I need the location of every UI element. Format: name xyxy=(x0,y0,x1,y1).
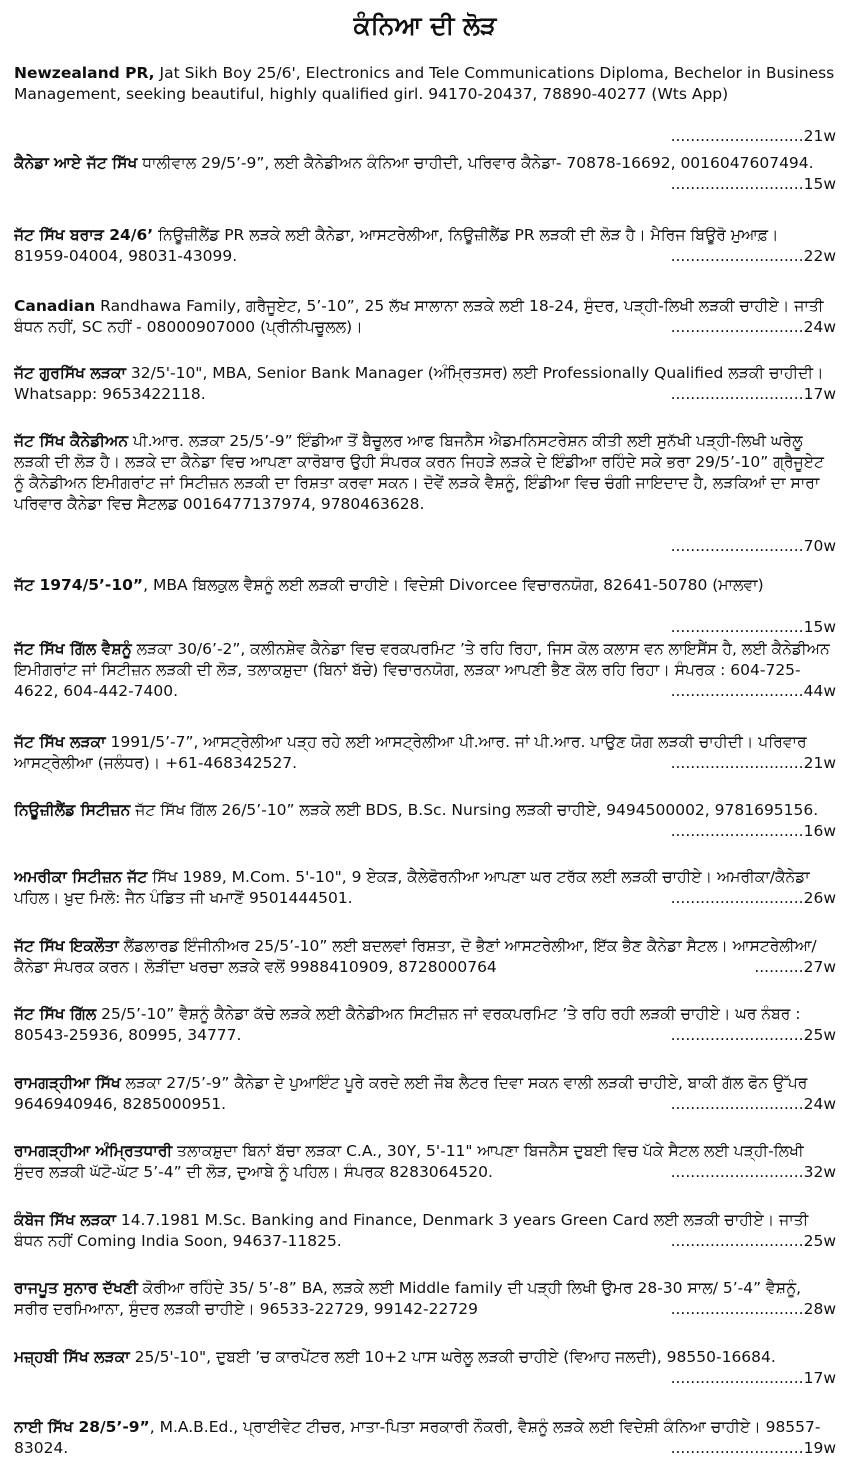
ad-lead: ਅਮਰੀਕਾ ਸਿਟੀਜ਼ਨ ਜੱਟ xyxy=(14,868,148,886)
ad-entry xyxy=(14,153,836,195)
ad-code: ...........................28w xyxy=(665,1299,836,1320)
ad-body: 1991/5’-7”, ਆਸਟ੍ਰੇਲੀਆ ਪੜ੍ਹ ਰਹੇ ਲਈ ਆਸਟ੍ਰੇਲੀਆ ਪੀ.ਆਰ. ਜਾਂ ਪੀ.ਆਰ. ਪਾਉਣ ਯੋਗ ਲੜਕੀ ਚਾਹੀਦੀ। ਪਰਿਵਾਰ ਆਸਟ੍ਰੇਲੀਆ (ਜਲੰਧਰ)। +61-468342527. xyxy=(14,733,807,772)
ad-body: 25/5’-10” ਵੈਸ਼ਨੂੰ ਕੈਨੇਡਾ ਕੱਚੇ ਲੜਕੇ ਲਈ ਕੈਨੇਡੀਅਨ ਸਿਟੀਜ਼ਨ ਜਾਂ ਵਰਕਪਰਮਿਟ ’ਤੇ ਰਹਿ ਰਹੀ ਲੜਕੀ ਚਾਹੀਏ। ਘਰ ਨੰਬਰ : 80543-25936, 80995, 34777. xyxy=(14,1005,801,1044)
ad-entry xyxy=(14,1210,836,1252)
ad-code: ...........................17w xyxy=(665,1368,836,1389)
ad-code: ..........27w xyxy=(748,957,836,978)
ad-lead: ਮਜ਼੍ਹਬੀ ਸਿੱਖ ਲੜਕਾ xyxy=(14,1348,130,1366)
ad-lead: ਰਾਮਗੜ੍ਹੀਆ ਸਿੱਖ xyxy=(14,1074,121,1092)
ad-body: ਲੈਂਡਲਾਰਡ ਇੰਜੀਨੀਅਰ 25/5’-10” ਲਈ ਬਦਲਵਾਂ ਰਿਸ਼ਤਾ, ਦੋ ਭੈਣਾਂ ਆਸਟਰੇਲੀਆ, ਇੱਕ ਭੈਣ ਕੈਨੇਡਾ ਸੈਟਲ। ਆਸਟਰੇਲੀਆ/ਕੈਨੇਡਾ ਸੰਪਰਕ ਕਰਨ। ਲੋੜੀਂਦਾ ਖਰਚਾ ਲੜਕੇ ਵਲੋਂ 9988410909, 8728000764 xyxy=(14,937,817,976)
ad-body: 14.7.1981 M.Sc. Banking and Finance, Denmark 3 years Green Card ਲਈ ਲੜਕੀ ਚਾਹੀਏ। ਜਾਤੀ ਬੰਧਨ ਨਹੀਂ Coming India Soon, 94637-11825. xyxy=(14,1211,809,1250)
ad-lead: Canadian xyxy=(14,297,96,315)
ad-entry xyxy=(14,800,836,842)
ad-code: ...........................70w xyxy=(665,536,836,557)
ad-lead: ਜੱਟ ਸਿੱਖ ਬਰਾੜ 24/6’ xyxy=(14,226,154,244)
ad-body: 25/5'-10", ਦੁਬਈ ’ਚ ਕਾਰਪੇਂਟਰ ਲਈ 10+2 ਪਾਸ ਘਰੇਲੂ ਲੜਕੀ ਚਾਹੀਏ (ਵਿਆਹ ਜਲਦੀ), 98550-16684. xyxy=(129,1348,776,1366)
ad-entry xyxy=(14,296,836,338)
ad-code: ...........................24w xyxy=(665,317,836,338)
ad-lead: ਜੱਟ ਸਿੱਖ ਲੜਕਾ xyxy=(14,733,106,751)
ad-body: ਲੜਕਾ 27/5’-9” ਕੈਨੇਡਾ ਦੇ ਪੁਆਇੰਟ ਪੂਰੇ ਕਰਦੇ ਲਈ ਜੌਬ ਲੈਟਰ ਦਿਵਾ ਸਕਨ ਵਾਲੀ ਲੜਕੀ ਚਾਹੀਏ, ਬਾਕੀ ਗੱਲ ਫੋਨ ਉੱਪਰ 9646940946, 8285000951. xyxy=(14,1074,808,1113)
ad-code: ...........................22w xyxy=(665,246,836,267)
ad-lead: ਜੱਟ ਸਿੱਖ ਗਿੱਲ xyxy=(14,1005,97,1023)
ad-body: 32/5'-10", MBA, Senior Bank Manager (ਅੰਮ੍ਰਿਤਸਰ) ਲਈ Professionally Qualified ਲੜਕੀ ਚਾਹੀਦੀ। Whatsapp: 9653422118. xyxy=(14,364,824,403)
ad-body: ਨਿਊਜ਼ੀਲੈਂਡ PR ਲੜਕੇ ਲਈ ਕੈਨੇਡਾ, ਆਸਟਰੇਲੀਆ, ਨਿਊਜ਼ੀਲੈਂਡ PR ਲੜਕੀ ਦੀ ਲੋੜ ਹੈ। ਮੈਰਿਜ ਬਿਊਰੋ ਮੁਆਫ਼। 81959-04004, 98031-43099. xyxy=(14,226,779,265)
ad-code: ...........................24w xyxy=(665,1094,836,1115)
ad-code: ...........................21w xyxy=(665,753,836,774)
ad-entry xyxy=(14,1073,836,1115)
ad-lead: ਰਾਜਪੂਤ ਸੁਨਾਰ ਦੱਖਣੀ xyxy=(14,1279,138,1297)
ad-entry xyxy=(14,363,836,405)
ad-entry xyxy=(14,639,836,702)
ad-body: Jat Sikh Boy 25/6', Electronics and Tele Communications Diploma, Bechelor in Business Management, seeking beautiful, highly qualified girl. 94170-20437, 78890-40277 (Wts App) xyxy=(14,64,835,103)
ad-code: ...........................44w xyxy=(665,681,836,702)
ad-lead: ਕੰਬੋਜ ਸਿੱਖ ਲੜਕਾ xyxy=(14,1211,116,1229)
page-title: ਕੰਨਿਆ ਦੀ ਲੋੜ xyxy=(353,11,497,40)
ad-lead: ਜੱਟ 1974/5’-10” xyxy=(14,576,144,594)
ad-code: ...........................15w xyxy=(665,174,836,195)
ad-code: ...........................15w xyxy=(665,617,836,638)
ad-body: , M.A.B.Ed., ਪ੍ਰਾਈਵੇਟ ਟੀਚਰ, ਮਾਤਾ-ਪਿਤਾ ਸਰਕਾਰੀ ਨੌਕਰੀ, ਵੈਸ਼ਨੂੰ ਲੜਕੇ ਲਈ ਵਿਦੇਸ਼ੀ ਕੰਨਿਆ ਚਾਹੀਏ। 98557-83024. xyxy=(14,1418,821,1457)
ad-lead: Newzealand PR, xyxy=(14,64,155,82)
ad-code: ...........................21w xyxy=(665,126,836,147)
ad-code: ...........................19w xyxy=(665,1438,836,1459)
ad-lead: ਕੈਨੇਡਾ ਆਏ ਜੱਟ ਸਿੱਖ xyxy=(14,154,138,172)
ad-code: ...........................17w xyxy=(665,384,836,405)
ad-lead: ਜੱਟ ਸਿੱਖ ਗਿੱਲ ਵੈਸ਼ਨੂੰ xyxy=(14,640,132,658)
ad-entry xyxy=(14,1347,836,1389)
ad-lead: ਜੱਟ ਸਿੱਖ ਕੈਨੇਡੀਅਨ xyxy=(14,432,129,450)
ad-code: ...........................25w xyxy=(665,1231,836,1252)
ad-entry xyxy=(14,867,836,909)
ad-code: ...........................32w xyxy=(665,1162,836,1183)
ad-body: ਕੋਰੀਆ ਰਹਿੰਦੇ 35/ 5’-8” BA, ਲੜਕੇ ਲਈ Middle family ਦੀ ਪੜ੍ਹੀ ਲਿਖੀ ਉਮਰ 28-30 ਸਾਲ/ 5’-4” ਵੈਸ਼ਨੂੰ, ਸਰੀਰ ਦਰਮਿਆਨਾ, ਸੁੰਦਰ ਲੜਕੀ ਚਾਹੀਏ। 96533-22729, 99142-22729 xyxy=(14,1279,802,1318)
ad-body: ਸਿੱਖ 1989, M.Com. 5'-10", 9 ਏਕੜ, ਕੈਲੇਫੋਰਨੀਆ ਆਪਣਾ ਘਰ ਟਰੱਕ ਲਈ ਲੜਕੀ ਚਾਹੀਏ। ਅਮਰੀਕਾ/ਕੈਨੇਡਾ ਪਹਿਲ। ਖ਼ੁਦ ਮਿਲੋ: ਜੈਨ ਪੰਡਿਤ ਜੀ ਖਮਾਣੋਂ 9501444501. xyxy=(14,868,810,907)
ad-entry xyxy=(14,732,836,774)
ad-body: , MBA ਬਿਲਕੁਲ ਵੈਸ਼ਨੂੰ ਲਈ ਲੜਕੀ ਚਾਹੀਏ। ਵਿਦੇਸ਼ੀ Divorcee ਵਿਚਾਰਨਯੋਗ, 82641-50780 (ਮਾਲਵਾ) xyxy=(143,576,764,594)
ad-body: ਤਲਾਕਸ਼ੁਦਾ ਬਿਨਾਂ ਬੱਚਾ ਲੜਕਾ C.A., 30Y, 5'-11" ਆਪਣਾ ਬਿਜਨੈਸ ਦੁਬਈ ਵਿਚ ਪੱਕੇ ਸੈਟਲ ਲਈ ਪੜ੍ਹੀ-ਲਿਖੀ ਸੁੰਦਰ ਲੜਕੀ ਘੱਟੋ-ਘੱਟ 5’-4” ਦੀ ਲੋੜ, ਦੁਆਬੇ ਨੂੰ ਪਹਿਲ। ਸੰਪਰਕ 8283064520. xyxy=(14,1142,804,1181)
ad-lead: ਜੱਟ ਗੁਰਸਿੱਖ ਲੜਕਾ xyxy=(14,364,126,382)
ad-body: ਪੀ.ਆਰ. ਲੜਕਾ 25/5’-9” ਇੰਡੀਆ ਤੋਂ ਬੈਚੂਲਰ ਆਫ ਬਿਜਨੈਸ ਐਡਮਨਿਸਟਰੇਸ਼ਨ ਕੀਤੀ ਲਈ ਸੁਨੱਖੀ ਪੜ੍ਹੀ-ਲਿਖੀ ਘਰੇਲੂ ਲੜਕੀ ਦੀ ਲੋੜ ਹੈ। ਲੜਕੇ ਦਾ ਕੈਨੇਡਾ ਵਿਚ ਆਪਣਾ ਕਾਰੋਬਾਰ ਉਹੀ ਸੰਪਰਕ ਕਰਨ ਜਿਹੜੇ ਲੜਕੇ ਦੇ ਇੰਡੀਆ ਰਹਿੰਦੇ ਸਕੇ ਭਰਾ 29/5’-10” ਗ੍ਰੈਜੂਏਟ ਨੂੰ ਕੈਨੇਡੀਅਨ ਇਮੀਗਰਾਂਟ ਜਾਂ ਸਿਟੀਜ਼ਨ ਲੜਕੀ ਦਾ ਰਿਸ਼ਤਾ ਕਰਵਾ ਸਕਨ। ਦੋਵੇਂ ਲੜਕੇ ਵੈਸ਼ਨੂੰ, ਇੰਡੀਆ ਵਿਚ ਚੰਗੀ ਜਾਇਦਾਦ ਹੈ, ਲੜਕਿਆਂ ਦਾ ਸਾਰਾ ਪਰਿਵਾਰ ਕੈਨੇਡਾ ਵਿਚ ਸੈਟਲਡ 0016477137974, 9780463628. xyxy=(14,432,824,513)
ad-entry xyxy=(14,63,836,147)
ad-body: ਜੱਟ ਸਿੱਖ ਗਿੱਲ 26/5’-10” ਲੜਕੇ ਲਈ BDS, B.Sc. Nursing ਲੜਕੀ ਚਾਹੀਏ, 9494500002, 9781695156. xyxy=(130,801,819,819)
ad-lead: ਨਾਈ ਸਿੱਖ 28/5’-9” xyxy=(14,1418,150,1436)
ad-entry xyxy=(14,1141,836,1183)
ad-entry xyxy=(14,1004,836,1046)
ad-lead: ਜੱਟ ਸਿੱਖ ਇਕਲੌਤਾ xyxy=(14,937,119,955)
ad-entry xyxy=(14,936,836,978)
ad-entry xyxy=(14,575,836,638)
ad-lead: ਰਾਮਗੜ੍ਹੀਆ ਅੰਮ੍ਰਿਤਧਾਰੀ xyxy=(14,1142,173,1160)
ad-lead: ਨਿਊਜ਼ੀਲੈਂਡ ਸਿਟੀਜ਼ਨ xyxy=(14,801,131,819)
ad-code: ...........................25w xyxy=(665,1025,836,1046)
ad-entry xyxy=(14,1278,836,1320)
ad-code: ...........................16w xyxy=(665,821,836,842)
ad-body: Randhawa Family, ਗਰੈਜੂਏਟ, 5’-10”, 25 ਲੱਖ ਸਾਲਾਨਾ ਲੜਕੇ ਲਈ 18-24, ਸੁੰਦਰ, ਪੜ੍ਹੀ-ਲਿਖੀ ਲੜਕੀ ਚਾਹੀਏ। ਜਾਤੀ ਬੰਧਨ ਨਹੀਂ, SC ਨਹੀਂ - 08000907000 (ਪ੍ਰੀਨੀਪਚੂਲਲ)। xyxy=(14,297,824,336)
ad-code: ...........................26w xyxy=(665,888,836,909)
ad-entry xyxy=(14,431,836,557)
ad-entry xyxy=(14,1417,836,1459)
ad-entry xyxy=(14,225,836,267)
ad-body: ਧਾਲੀਵਾਲ 29/5’-9”, ਲਈ ਕੈਨੇਡੀਅਨ ਕੰਨਿਆ ਚਾਹੀਦੀ, ਪਰਿਵਾਰ ਕੈਨੇਡਾ- 70878-16692, 0016047607494. xyxy=(137,154,814,172)
ad-body: ਲੜਕਾ 30/6’-2”, ਕਲੀਨਸ਼ੇਵ ਕੈਨੇਡਾ ਵਿਚ ਵਰਕਪਰਮਿਟ ’ਤੇ ਰਹਿ ਰਿਹਾ, ਜਿਸ ਕੋਲ ਕਲਾਸ ਵਨ ਲਾਇਸੈਂਸ ਹੈ, ਲਈ ਕੈਨੇਡੀਅਨ ਇਮੀਗਰਾਂਟ ਜਾਂ ਸਿਟੀਜ਼ਨ ਲੜਕੀ ਦੀ ਲੋੜ, ਤਲਾਕਸ਼ੁਦਾ (ਬਿਨਾਂ ਬੱਚੇ) ਵਿਚਾਰਨਯੋਗ, ਲੜਕਾ ਆਪਣੀ ਭੈਣ ਕੋਲ ਰਹਿ ਰਿਹਾ। ਸੰਪਰਕ : 604-725-4622, 604-442-7400. xyxy=(14,640,830,700)
